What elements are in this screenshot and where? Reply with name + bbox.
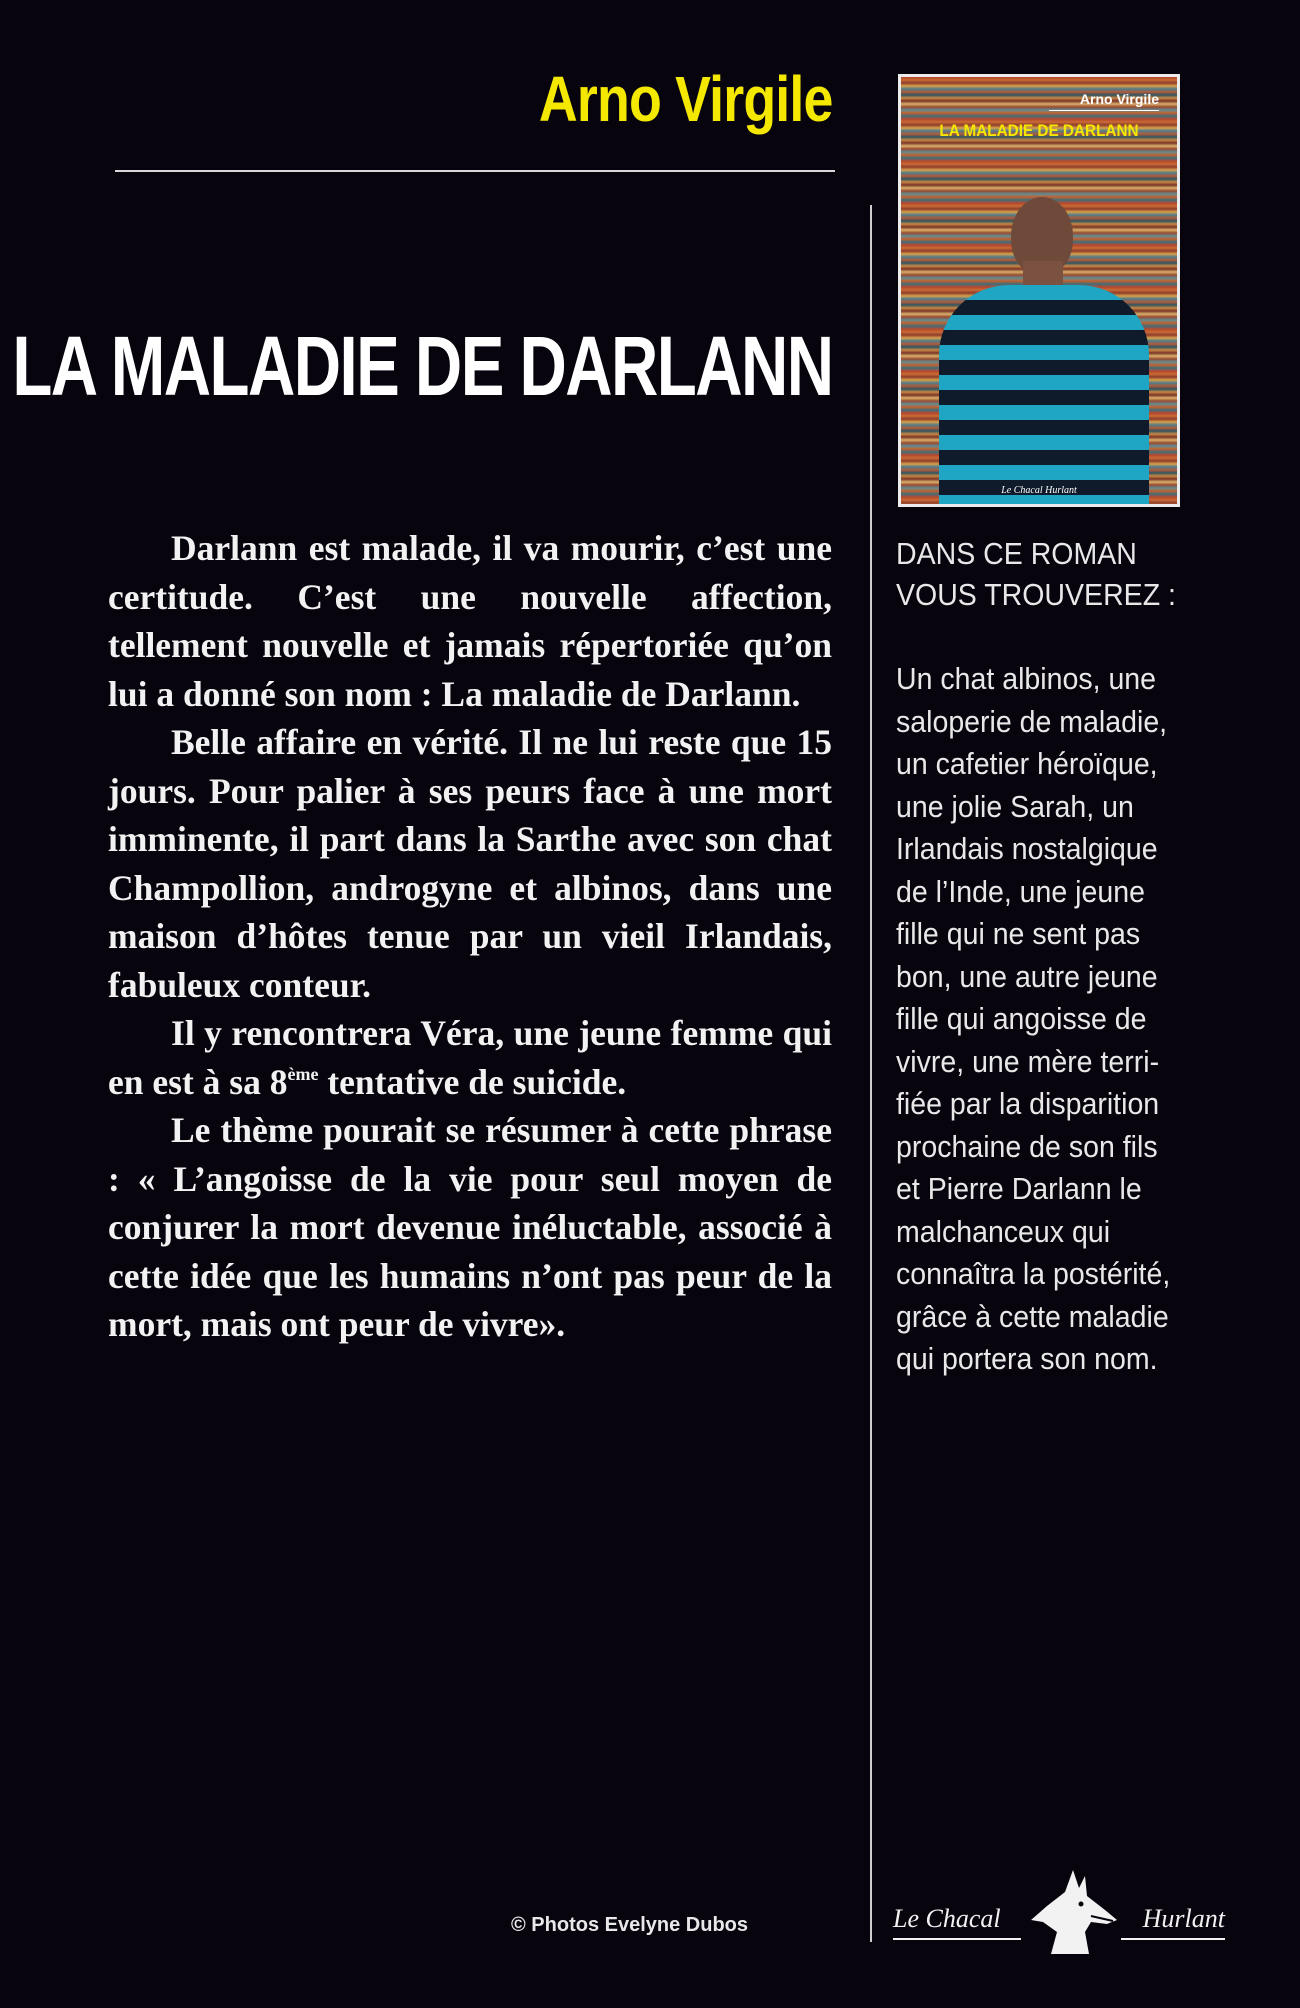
vertical-divider	[870, 205, 872, 1942]
cover-author: Arno Virgile	[1079, 91, 1159, 107]
sidebar-text: Un chat albinos, une saloperie de maladie, un cafetier héroïque, une jolie Sarah, un Irlandais nostalgique de l’Inde, une jeune fille qui ne sent pas bon, une autre jeune fille qui angoisse de vivre, une mère terri- fiée par la disparition prochaine de son fils et Pierre Darlann le malchanceux qui connaîtra la postérité, grâce à cette maladie qui portera son nom.	[896, 661, 1171, 1376]
synopsis-paragraph-1: Darlann est malade, il va mourir, c’est une certitude. C’est une nouvelle affection, tellement nouvelle et jamais répertoriée qu’on lui a donné son nom : La maladie de Darlann.	[108, 528, 832, 714]
author-name: Arno Virgile	[539, 63, 833, 135]
cover-divider	[1049, 110, 1159, 111]
person-striped-shirt	[939, 285, 1149, 507]
cover-title: LA MALADIE DE DARLANN	[939, 121, 1139, 140]
sidebar-heading: DANS CE ROMAN VOUS TROUVEREZ :	[896, 536, 1176, 612]
synopsis-paragraph-3-end: tentative de suicide.	[318, 1061, 627, 1102]
publisher-underline-left	[893, 1938, 1021, 1940]
book-cover-thumbnail	[898, 74, 1180, 507]
publisher-underline-right	[1121, 1938, 1225, 1940]
header-divider	[115, 170, 835, 172]
synopsis-paragraph-4: Le thème pourait se résumer à cette phrase : « L’angoisse de la vie pour seul moyen de conjurer la mort devenue inéluctable, associé à cette idée que les humains n’ont pas peur de la mort, mais ont peur de vivre».	[108, 1110, 832, 1344]
jackal-icon	[1021, 1866, 1121, 1956]
publisher-name-left: Le Chacal	[893, 1904, 1001, 1933]
photo-credit: © Photos Evelyne Dubos	[511, 1914, 749, 1936]
synopsis-paragraph-2: Belle affaire en vérité. Il ne lui reste que 15 jours. Pour palier à ses peurs face à une mort imminente, il part dans la Sarthe avec son chat Champollion, androgyne et albinos, dans une maison d’hôtes tenue par un vieil Irlandais, fabuleux conteur.	[108, 722, 832, 1005]
synopsis-paragraph-3-start: Il y rencontrera Véra, une jeune femme qui en est à sa 8	[108, 1013, 832, 1102]
ordinal-superscript: ème	[287, 1063, 319, 1084]
cover-publisher-logo: Le Chacal Hurlant	[1001, 485, 1077, 496]
synopsis	[108, 524, 832, 1349]
publisher-logo	[893, 1866, 1225, 1946]
publisher-name-right: Hurlant	[1142, 1904, 1225, 1933]
synopsis-paragraph-3	[108, 1009, 832, 1106]
book-title: LA MALADIE DE DARLANN	[11, 319, 832, 413]
cover-photo-person	[939, 197, 1149, 507]
